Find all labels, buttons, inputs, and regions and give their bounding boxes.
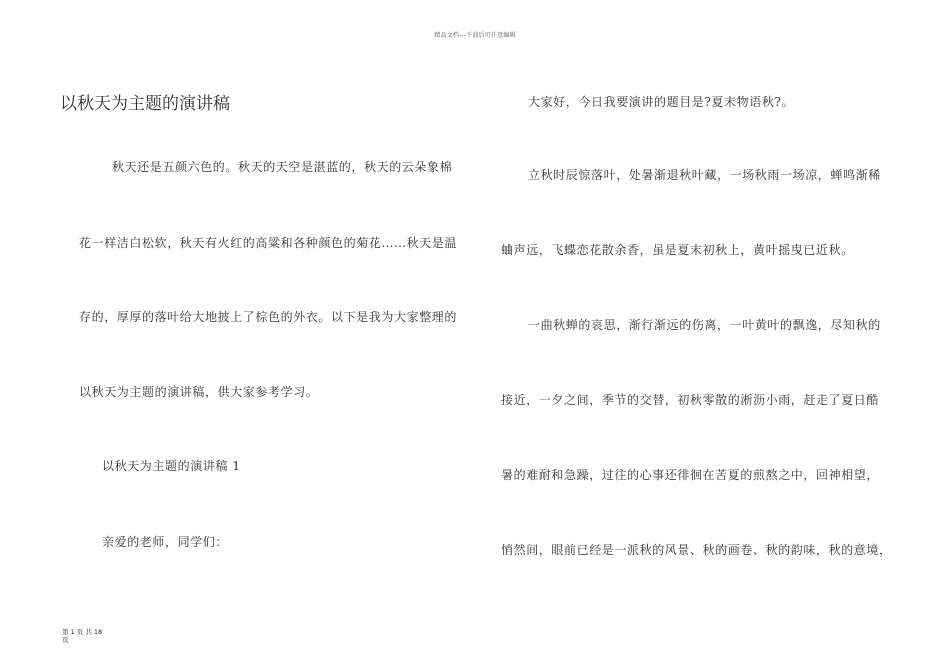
section-heading: 以秋天为主题的演讲稿 1: [102, 459, 241, 473]
right-paragraph-line: 立秋时辰惊落叶，处暑渐退秋叶藏，一场秋雨一场凉，蝉鸣渐稀: [528, 168, 881, 182]
page-number: 第 1 页 共 18: [62, 628, 103, 636]
right-paragraph-line: 暑的难耐和急躁，过往的心事还徘徊在苦夏的煎熬之中，回神相望，: [501, 468, 880, 482]
page-number-suffix: 页: [62, 636, 69, 644]
left-paragraph-line: 秋天还是五颜六色的。秋天的天空是湛蓝的，秋天的云朵象棉: [112, 160, 453, 174]
left-paragraph-line: 以秋天为主题的演讲稿，供大家参考学习。: [79, 385, 319, 399]
right-paragraph-line: 蛐声远，飞蝶恋花散余香，虽是夏末初秋上，黄叶摇曳已近秋。: [501, 243, 854, 257]
left-paragraph-line: 花一样洁白松软，秋天有火红的高粱和各种颜色的菊花……秋天是温: [79, 236, 458, 250]
greeting-line: 亲爱的老师，同学们：: [102, 535, 229, 549]
right-paragraph-line: 悄然间，眼前已经是一派秋的风景、秋的画卷、秋的韵味，秋的意境，: [501, 543, 892, 557]
document-header-note: 精品文档---下载后可任意编辑: [434, 32, 516, 39]
right-paragraph-line: 一曲秋蝉的哀思，渐行渐远的伤离，一叶黄叶的飘逸，尽知秋的: [528, 318, 881, 332]
page-footer: [62, 628, 122, 644]
document-title: 以秋天为主题的演讲稿: [60, 94, 230, 114]
right-paragraph-line: 大家好，今日我要演讲的题目是?夏末物语秋?。: [528, 95, 795, 109]
right-paragraph-line: 接近，一夕之间，季节的交替，初秋零散的淅沥小雨，赶走了夏日酷: [501, 393, 880, 407]
left-paragraph-line: 存的，厚厚的落叶给大地披上了棕色的外衣。以下是我为大家整理的: [79, 310, 458, 324]
